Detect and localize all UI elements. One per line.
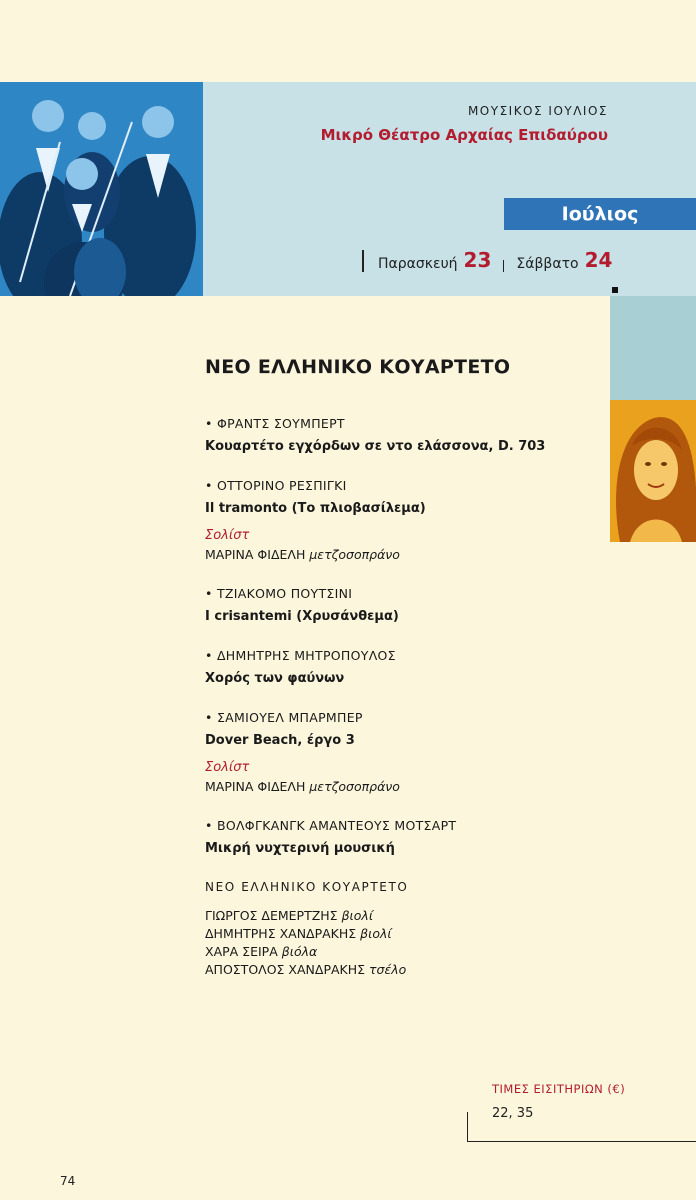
member-name: ΔΗΜΗΤΡΗΣ ΧΑΝΔΡΑΚΗΣ: [205, 926, 357, 941]
program-item: [205, 648, 605, 686]
soloist-photo: [610, 400, 696, 542]
work-title: Dover Beach, έργο 3: [205, 733, 355, 748]
member-name: ΓΙΩΡΓΟΣ ΔΕΜΕΡΤΖΗΣ: [205, 908, 338, 923]
member-instrument: τσέλο: [369, 962, 407, 977]
day-label: Σάββατο: [516, 256, 579, 272]
decorative-strip: [610, 296, 696, 400]
composer-name: • ΒΟΛΦΓΚΑΝΓΚ ΑΜΑΝΤΕΟΥΣ ΜΟΤΣΑΡΤ: [205, 818, 457, 833]
program-item: [205, 586, 605, 624]
composer-name: • ΔΗΜΗΤΡΗΣ ΜΗΤΡΟΠΟΥΛΟΣ: [205, 648, 396, 663]
soloist-name: ΜΑΡΙΝΑ ΦΙΔΕΛΗ: [205, 547, 306, 562]
ensemble-member: [205, 926, 605, 941]
price-frame-line: [467, 1112, 468, 1142]
soloist-line: [205, 779, 605, 794]
member-instrument: βιολί: [341, 908, 374, 923]
work-title: Il tramonto (Το πλιοβασίλεμα): [205, 501, 426, 516]
ensemble-member: [205, 962, 605, 977]
ensemble-title: ΝΕΟ ΕΛΛΗΝΙΚΟ ΚΟΥΑΡΤΕΤΟ: [205, 880, 409, 894]
day-number: 24: [584, 248, 613, 272]
work-title: Κουαρτέτο εγχόρδων σε ντο ελάσσονα, D. 703: [205, 439, 546, 454]
day-label: Παρασκευή: [378, 256, 458, 272]
month-banner: [504, 198, 696, 230]
soloist-role: μετζοσοπράνο: [309, 547, 400, 562]
soloist-line: [205, 547, 605, 562]
work-title: Μικρή νυχτερινή μουσική: [205, 841, 395, 856]
program-item: [205, 710, 605, 794]
program-item: [205, 478, 605, 562]
page-number: 74: [60, 1174, 76, 1188]
series-title: ΜΟΥΣΙΚΟΣ ΙΟΥΛΙΟΣ: [467, 104, 608, 118]
soloist-label: Σολίστ: [205, 528, 250, 543]
quartet-photo: [0, 82, 203, 296]
member-name: ΧΑΡΑ ΣΕΙΡΑ: [205, 944, 278, 959]
program-title: ΝΕΟ ΕΛΛΗΝΙΚΟ ΚΟΥΑΡΤΕΤΟ: [205, 356, 511, 378]
ensemble-member: [205, 944, 605, 959]
program-item: [205, 416, 605, 454]
composer-name: • ΤΖΙΑΚΟΜΟ ΠΟΥΤΣΙΝΙ: [205, 586, 353, 601]
day-number: 23: [463, 248, 492, 272]
ticket-prices-value: 22, 35: [492, 1106, 534, 1121]
ensemble-member: [205, 908, 605, 923]
soloist-label: Σολίστ: [205, 760, 250, 775]
work-title: Χορός των φαύνων: [205, 671, 345, 686]
price-frame-line: [467, 1141, 696, 1142]
date-separator: [503, 260, 504, 272]
venue-name: Μικρό Θέατρο Αρχαίας Επιδαύρου: [320, 126, 608, 144]
date-row: [362, 242, 612, 272]
composer-name: • ΣΑΜΙΟΥΕΛ ΜΠΑΡΜΠΕΡ: [205, 710, 363, 725]
ticket-prices-label: ΤΙΜΕΣ ΕΙΣΙΤΗΡΙΩΝ (€): [492, 1082, 626, 1096]
composer-name: • ΦΡΑΝΤΣ ΣΟΥΜΠΕΡΤ: [205, 416, 345, 431]
member-name: ΑΠΟΣΤΟΛΟΣ ΧΑΝΔΡΑΚΗΣ: [205, 962, 366, 977]
member-instrument: βιόλα: [281, 944, 318, 959]
month-label: Ιούλιος: [561, 203, 639, 225]
member-instrument: βιολί: [360, 926, 392, 941]
soloist-name: ΜΑΡΙΝΑ ΦΙΔΕΛΗ: [205, 779, 306, 794]
decorative-square: [612, 287, 618, 293]
soloist-role: μετζοσοπράνο: [309, 779, 400, 794]
program-item: [205, 818, 605, 856]
work-title: I crisantemi (Χρυσάνθεμα): [205, 609, 399, 624]
composer-name: • ΟΤΤΟΡΙΝΟ ΡΕΣΠΙΓΚΙ: [205, 478, 347, 493]
date-tick: [362, 250, 364, 272]
program-content: [205, 356, 605, 980]
